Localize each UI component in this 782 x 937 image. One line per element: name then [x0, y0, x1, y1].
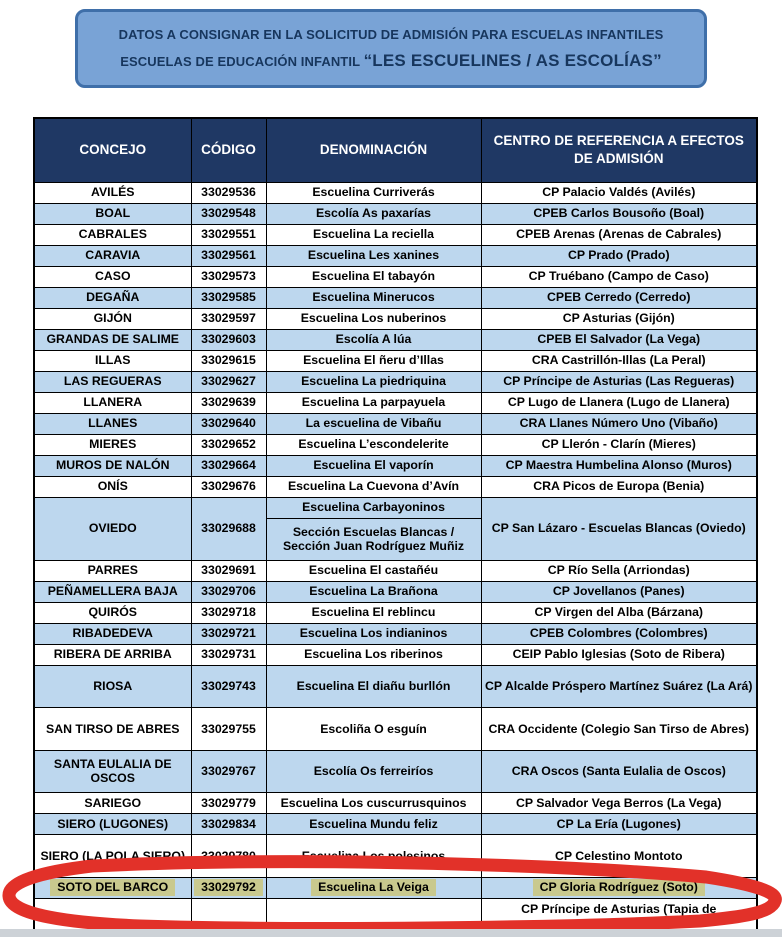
- table-row: [34, 665, 757, 708]
- cell-centro: CP Jovellanos (Panes): [481, 581, 757, 602]
- title-line-1: DATOS A CONSIGNAR EN LA SOLICITUD DE ADMISIÓN PARA ESCUELAS INFANTILES: [118, 26, 664, 42]
- table-row: [34, 266, 757, 287]
- cell-codigo: 33029561: [191, 245, 266, 266]
- table-row: [34, 623, 757, 644]
- cell-concejo-highlight: SOTO DEL BARCO: [50, 879, 175, 896]
- table-row: [34, 708, 757, 751]
- cell-concejo: RIBADEDEVA: [34, 623, 191, 644]
- title-line-2-emphasis: “LES ESCUELINES / AS ESCOLÍAS”: [363, 50, 662, 70]
- cell-centro: CP Prado (Prado): [481, 245, 757, 266]
- cell-codigo: 33029585: [191, 287, 266, 308]
- table-header: [34, 118, 757, 182]
- cell-concejo: SARIEGO: [34, 793, 191, 814]
- cell-concejo: SIERO (LUGONES): [34, 814, 191, 835]
- cell-codigo: 33029688: [191, 497, 266, 560]
- cell-denominacion: Escuelina Curriverás: [266, 182, 481, 203]
- title-box: [75, 9, 707, 88]
- cell-concejo: SAN TIRSO DE ABRES: [34, 708, 191, 751]
- bottom-edge-bar: [0, 929, 782, 937]
- cell-codigo: 33029627: [191, 371, 266, 392]
- title-line-2-prefix: ESCUELAS DE EDUCACIÓN INFANTIL: [120, 53, 364, 69]
- cell-denominacion: Escuelina El tabayón: [266, 266, 481, 287]
- cell-centro: CP Truébano (Campo de Caso): [481, 266, 757, 287]
- table-row: [34, 224, 757, 245]
- cell-codigo: 33029536: [191, 182, 266, 203]
- col-header-concejo: CONCEJO: [34, 118, 191, 182]
- cell-centro: CRA Castrillón-Illas (La Peral): [481, 350, 757, 371]
- cell-centro: CP San Lázaro - Escuelas Blancas (Oviedo): [481, 497, 757, 560]
- table-row: [34, 455, 757, 476]
- cell-denominacion: Escuelina L’escondelerite: [266, 434, 481, 455]
- cell-centro: CP Príncipe de Asturias (Las Regueras): [481, 371, 757, 392]
- table-row: [34, 560, 757, 581]
- cell-concejo: CASO: [34, 266, 191, 287]
- cell-denominacion: Escuelina La parpayuela: [266, 392, 481, 413]
- cell-centro: CP Maestra Humbelina Alonso (Muros): [481, 455, 757, 476]
- cell-codigo: [191, 877, 266, 898]
- cell-centro: CRA Occidente (Colegio San Tirso de Abres): [481, 708, 757, 751]
- cell-centro: CP Celestino Montoto: [481, 835, 757, 878]
- cell-centro: CP Lugo de Llanera (Lugo de Llanera): [481, 392, 757, 413]
- cell-denominacion: Escolía Os ferreiríos: [266, 750, 481, 793]
- cell-codigo: 33029664: [191, 455, 266, 476]
- cell-concejo: [34, 877, 191, 898]
- cell-denominacion: Escuelina Minerucos: [266, 287, 481, 308]
- cell-codigo: 33029573: [191, 266, 266, 287]
- table-row: [34, 245, 757, 266]
- cell-codigo: 33029676: [191, 476, 266, 497]
- cell-centro: CPEB Carlos Bousoño (Boal): [481, 203, 757, 224]
- cell-codigo: 33029640: [191, 413, 266, 434]
- cell-concejo: QUIRÓS: [34, 602, 191, 623]
- table-row: [34, 350, 757, 371]
- cell-denominacion-top: Escuelina Carbayoninos: [266, 497, 481, 518]
- cell-centro: CRA Picos de Europa (Benia): [481, 476, 757, 497]
- cell-denominacion: [266, 877, 481, 898]
- cell-denominacion-bottom: Sección Escuelas Blancas / Sección Juan Rodríguez Muñiz: [266, 518, 481, 560]
- cell-concejo: MIERES: [34, 434, 191, 455]
- cell-centro: CP Salvador Vega Berros (La Vega): [481, 793, 757, 814]
- cell-denominacion: Escuelina Los riberinos: [266, 644, 481, 665]
- cell-codigo: 33029551: [191, 224, 266, 245]
- cell-denominacion: Escuelina La reciella: [266, 224, 481, 245]
- cell-codigo: 33029548: [191, 203, 266, 224]
- table-row: [34, 287, 757, 308]
- cell-codigo: 33029652: [191, 434, 266, 455]
- table-row: [34, 329, 757, 350]
- table-row: [34, 476, 757, 497]
- cell-denominacion: Escuelina El diañu burllón: [266, 665, 481, 708]
- col-header-centro: CENTRO DE REFERENCIA A EFECTOS DE ADMISIÓN: [481, 118, 757, 182]
- cell-centro: CP Virgen del Alba (Bárzana): [481, 602, 757, 623]
- cell-centro: CRA Llanes Número Uno (Vibaño): [481, 413, 757, 434]
- cell-concejo: MUROS DE NALÓN: [34, 455, 191, 476]
- table-body: [34, 182, 757, 937]
- cell-denominacion: Escolía A lúa: [266, 329, 481, 350]
- cell-concejo: AVILÉS: [34, 182, 191, 203]
- cell-centro-highlight: CP Gloria Rodríguez (Soto): [533, 879, 705, 896]
- table-row: [34, 793, 757, 814]
- cell-codigo: 33029597: [191, 308, 266, 329]
- cell-denominacion-highlight: Escuelina La Veiga: [311, 879, 436, 896]
- table-row: [34, 392, 757, 413]
- cell-concejo: ONÍS: [34, 476, 191, 497]
- cell-denominacion: Escuelina La piedriquina: [266, 371, 481, 392]
- cell-concejo: LLANES: [34, 413, 191, 434]
- cell-codigo: 33029755: [191, 708, 266, 751]
- col-header-denominacion: DENOMINACIÓN: [266, 118, 481, 182]
- cell-codigo: 33029767: [191, 750, 266, 793]
- col-header-codigo: CÓDIGO: [191, 118, 266, 182]
- cell-denominacion: Escuelina La Brañona: [266, 581, 481, 602]
- cell-codigo: 33029721: [191, 623, 266, 644]
- cell-concejo: PARRES: [34, 560, 191, 581]
- table-row: [34, 371, 757, 392]
- cell-centro: CPEB Arenas (Arenas de Cabrales): [481, 224, 757, 245]
- cell-centro: CP Palacio Valdés (Avilés): [481, 182, 757, 203]
- cell-denominacion: Escuelina Les xanines: [266, 245, 481, 266]
- cell-centro: CP Llerón - Clarín (Mieres): [481, 434, 757, 455]
- table-row: [34, 814, 757, 835]
- cell-concejo: LAS REGUERAS: [34, 371, 191, 392]
- cell-concejo: DEGAÑA: [34, 287, 191, 308]
- cell-denominacion: Escuelina La Cuevona d’Avín: [266, 476, 481, 497]
- cell-concejo: LLANERA: [34, 392, 191, 413]
- table-row: [34, 203, 757, 224]
- cell-denominacion: Escuelina El castañéu: [266, 560, 481, 581]
- cell-concejo: RIBERA DE ARRIBA: [34, 644, 191, 665]
- cell-concejo: CARAVIA: [34, 245, 191, 266]
- cell-codigo: 33029780: [191, 835, 266, 878]
- cell-centro: CRA Oscos (Santa Eulalia de Oscos): [481, 750, 757, 793]
- table-row: [34, 308, 757, 329]
- cell-centro: CPEB Cerredo (Cerredo): [481, 287, 757, 308]
- title-line-2: [120, 51, 662, 71]
- cell-codigo: 33029615: [191, 350, 266, 371]
- cell-centro: CEIP Pablo Iglesias (Soto de Ribera): [481, 644, 757, 665]
- cell-denominacion: Escuelina Los indianinos: [266, 623, 481, 644]
- cell-codigo: 33029718: [191, 602, 266, 623]
- cell-codigo-highlight: 33029792: [194, 879, 263, 896]
- cell-denominacion: Escuelina El reblincu: [266, 602, 481, 623]
- cell-concejo: BOAL: [34, 203, 191, 224]
- cell-codigo: 33029603: [191, 329, 266, 350]
- cell-centro: [481, 877, 757, 898]
- table-row: [34, 602, 757, 623]
- cell-centro: CP Príncipe de Asturias (Tapia de: [481, 898, 757, 937]
- cell-denominacion: Escolía As paxarías: [266, 203, 481, 224]
- cell-denominacion: Escuelina Los polesinos: [266, 835, 481, 878]
- table-row: [34, 835, 757, 878]
- cell-concejo: SIERO (LA POLA SIERO): [34, 835, 191, 878]
- schools-table: [33, 117, 758, 937]
- cell-concejo: CABRALES: [34, 224, 191, 245]
- table-row: [34, 434, 757, 455]
- cell-concejo: ILLAS: [34, 350, 191, 371]
- table-row: [34, 182, 757, 203]
- cell-denominacion: Escuelina El ñeru d’Illas: [266, 350, 481, 371]
- cell-centro: CP Río Sella (Arriondas): [481, 560, 757, 581]
- cell-codigo: 33029731: [191, 644, 266, 665]
- cell-concejo: OVIEDO: [34, 497, 191, 560]
- table-row: [34, 877, 757, 898]
- cell-codigo: 33029706: [191, 581, 266, 602]
- table-row: [34, 750, 757, 793]
- cell-denominacion: Escuelina El vaporín: [266, 455, 481, 476]
- cell-concejo: RIOSA: [34, 665, 191, 708]
- cell-denominacion: Escuelina Mundu feliz: [266, 814, 481, 835]
- cell-denominacion: La escuelina de Vibañu: [266, 413, 481, 434]
- cell-concejo: PEÑAMELLERA BAJA: [34, 581, 191, 602]
- table-row: [34, 644, 757, 665]
- cell-codigo: 33029834: [191, 814, 266, 835]
- cell-codigo: 33029743: [191, 665, 266, 708]
- cell-centro: CP Alcalde Próspero Martínez Suárez (La Ará): [481, 665, 757, 708]
- cell-concejo: GIJÓN: [34, 308, 191, 329]
- cell-codigo: 33029639: [191, 392, 266, 413]
- cell-denominacion: Escuelina Los nuberinos: [266, 308, 481, 329]
- cell-denominacion: Escoliña O esguín: [266, 708, 481, 751]
- table-row: [34, 497, 757, 518]
- cell-codigo: 33029779: [191, 793, 266, 814]
- table-row: [34, 581, 757, 602]
- cell-centro: CP Asturias (Gijón): [481, 308, 757, 329]
- header-row: [34, 118, 757, 182]
- cell-denominacion: Escuelina Los cuscurrusquinos: [266, 793, 481, 814]
- cell-centro: CPEB El Salvador (La Vega): [481, 329, 757, 350]
- table-row: [34, 413, 757, 434]
- cell-codigo: 33029691: [191, 560, 266, 581]
- cell-concejo: SANTA EULALIA DE OSCOS: [34, 750, 191, 793]
- cell-centro: CP La Ería (Lugones): [481, 814, 757, 835]
- cell-centro: CPEB Colombres (Colombres): [481, 623, 757, 644]
- cell-concejo: GRANDAS DE SALIME: [34, 329, 191, 350]
